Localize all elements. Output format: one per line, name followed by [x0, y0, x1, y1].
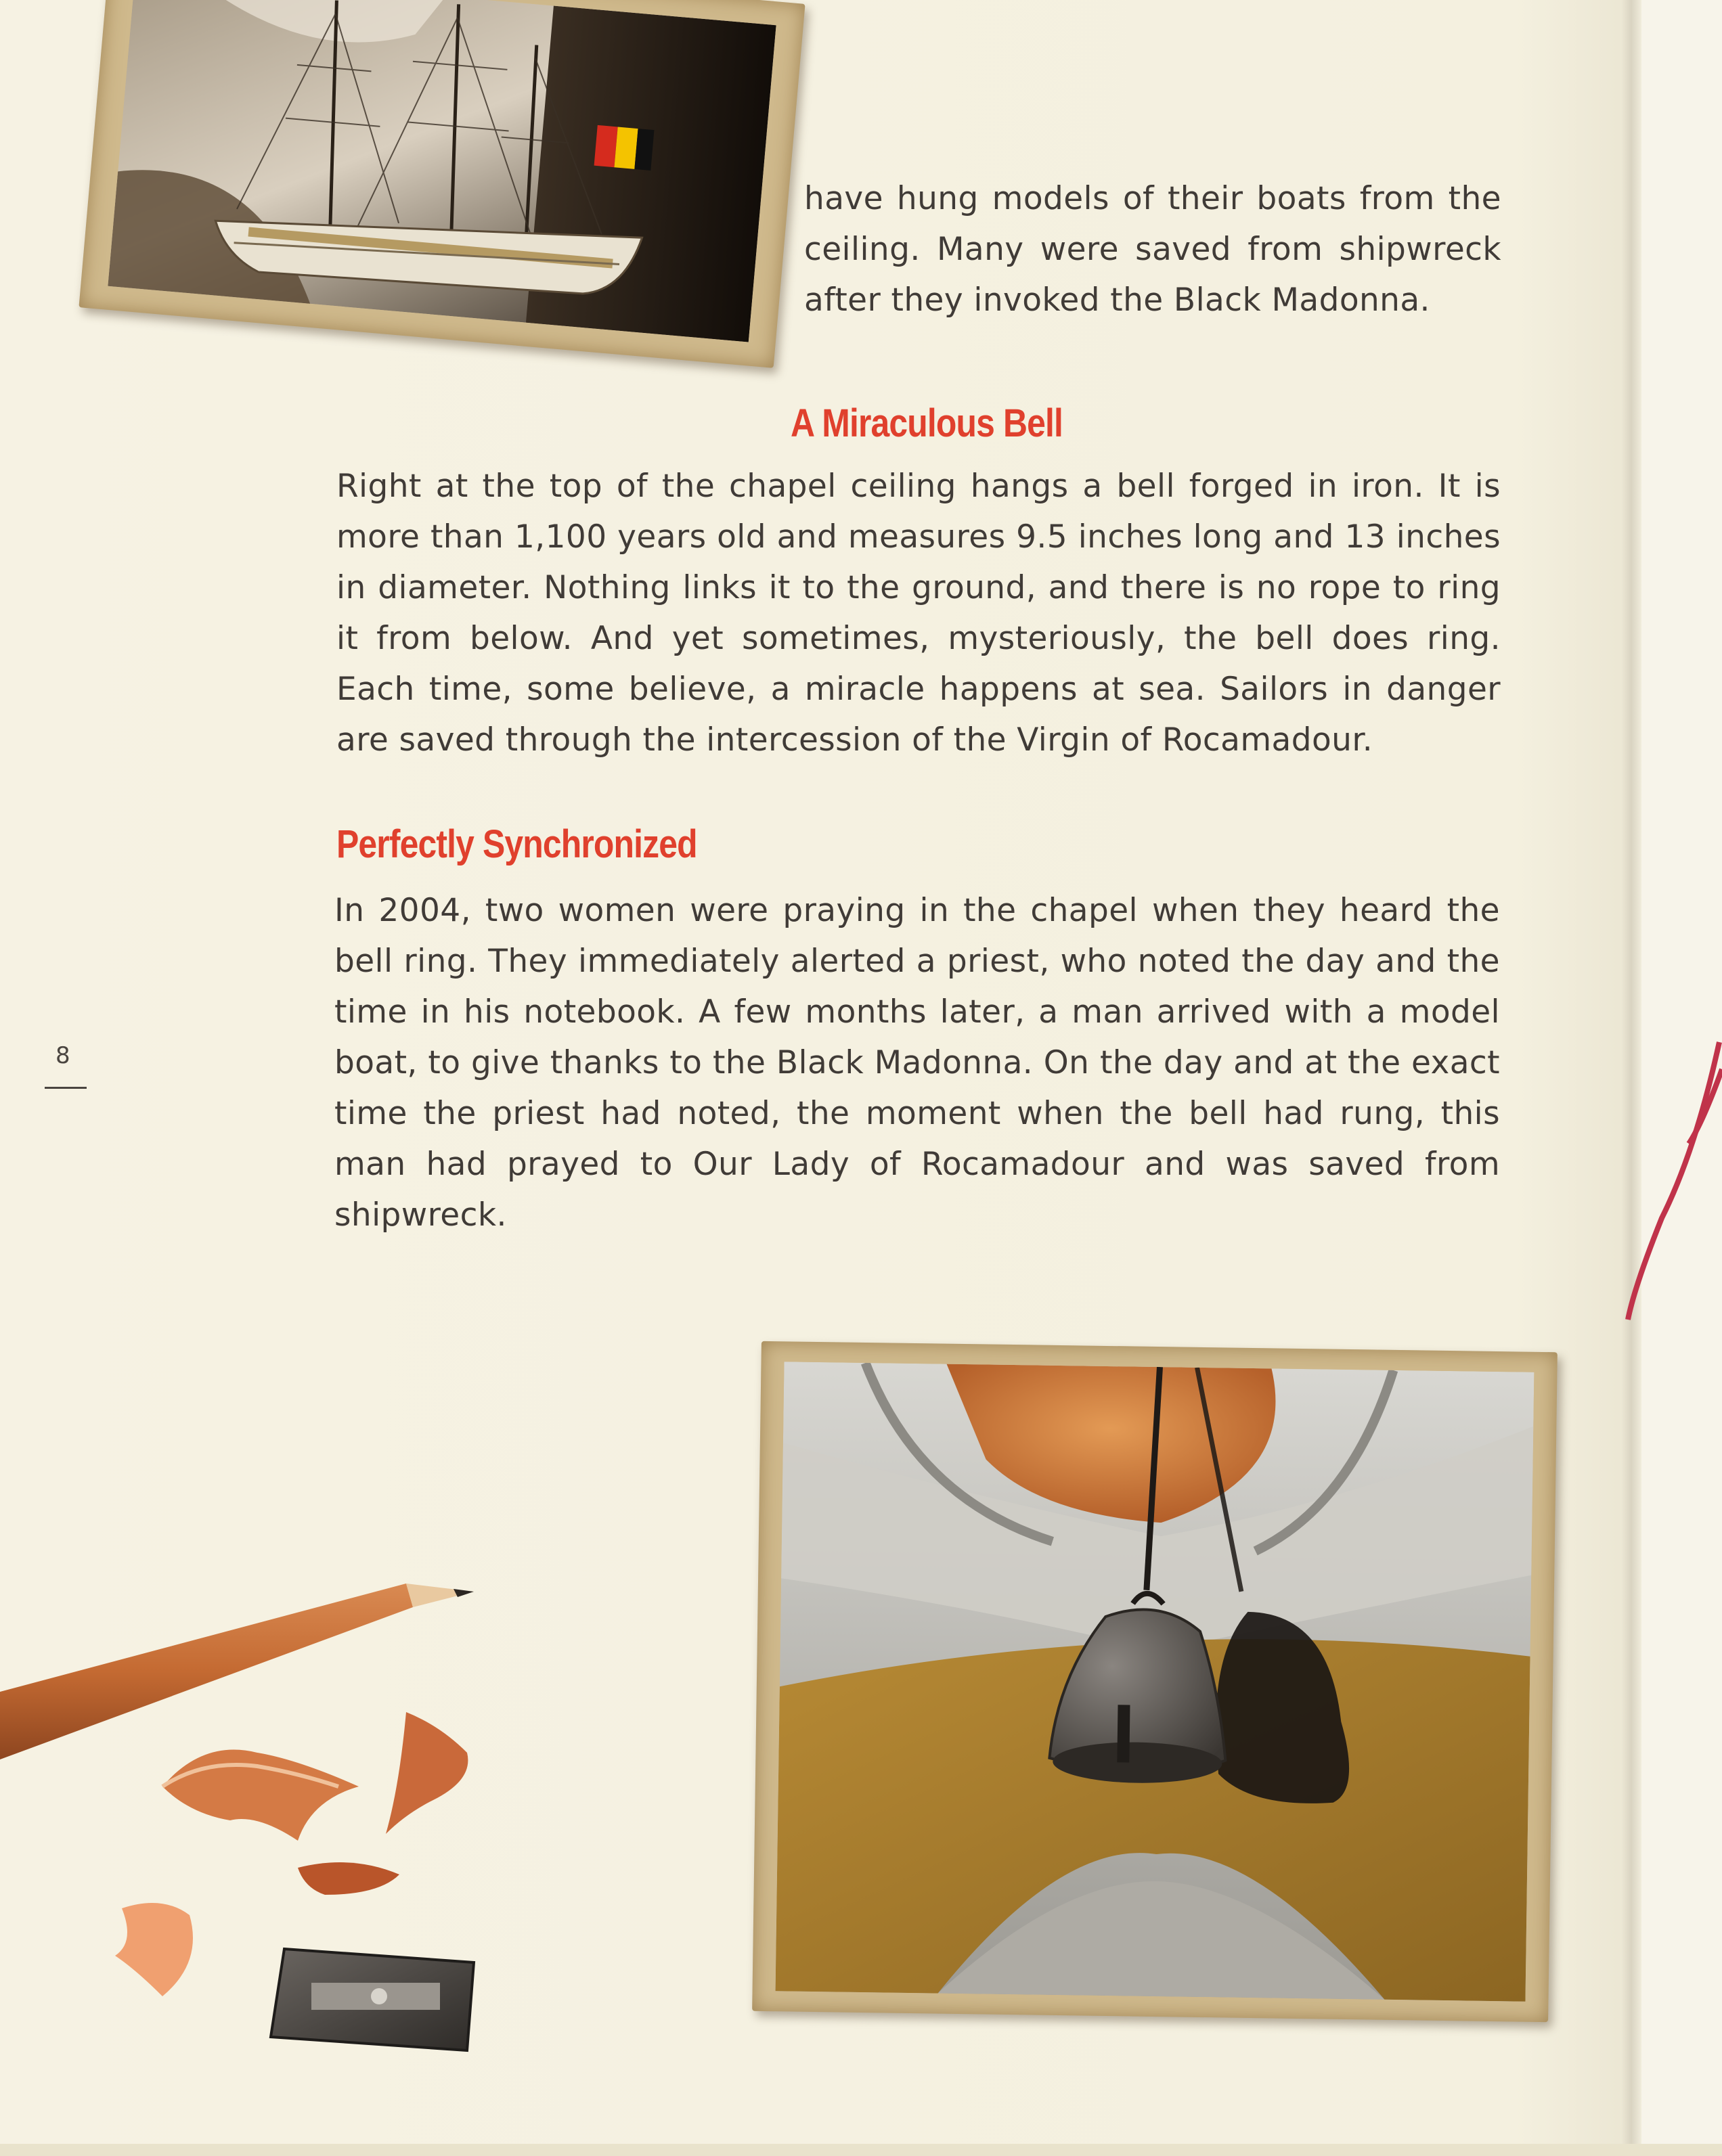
bell-photo — [752, 1341, 1558, 2022]
section-body-miraculous-bell: Right at the top of the chapel ceiling hangs a bell forged in iron. It is more than 1,100 years old and measures 9.5 inches long and 13 inches in diameter. Nothing links it to the ground, and there is no rope to ring it from below. And yet sometimes, mysteriously, the bell does ring. Each time, some believe, a miracle happens at sea. Sailors in danger are saved through the intercession of the Virgin of Rocamadour. — [336, 468, 1501, 759]
page-number-rule — [45, 1087, 87, 1089]
ship-model-photo — [79, 0, 805, 368]
pencil-sharpener — [271, 1949, 474, 2050]
intro-paragraph: have hung models of their boats from the ceiling. Many were saved from shipwreck after they invoked the Black Madonna. — [804, 180, 1501, 319]
page-bottom-edge — [0, 2144, 1722, 2156]
section-heading-perfectly-synchronized: Perfectly Synchronized — [336, 822, 697, 866]
bookmark-ribbon — [1621, 1015, 1722, 1340]
pencil-decoration — [0, 1556, 514, 2071]
ship-model-image — [108, 0, 776, 342]
page-number: 8 — [56, 1042, 70, 1069]
section-heading-miraculous-bell: A Miraculous Bell — [791, 401, 1063, 445]
section-body-perfectly-synchronized: In 2004, two women were praying in the chapel when they heard the bell ring. They immediately alerted a priest, who noted the day and the time in his notebook. A few months later, a man arrived with a model boat, to give thanks to the Black Madonna. On the day and at the exact time the priest had noted, the moment when the bell had rung, this man had prayed to Our Lady of Rocamadour and was saved from shipwreck. — [334, 892, 1500, 1234]
bell-image — [776, 1362, 1535, 2001]
